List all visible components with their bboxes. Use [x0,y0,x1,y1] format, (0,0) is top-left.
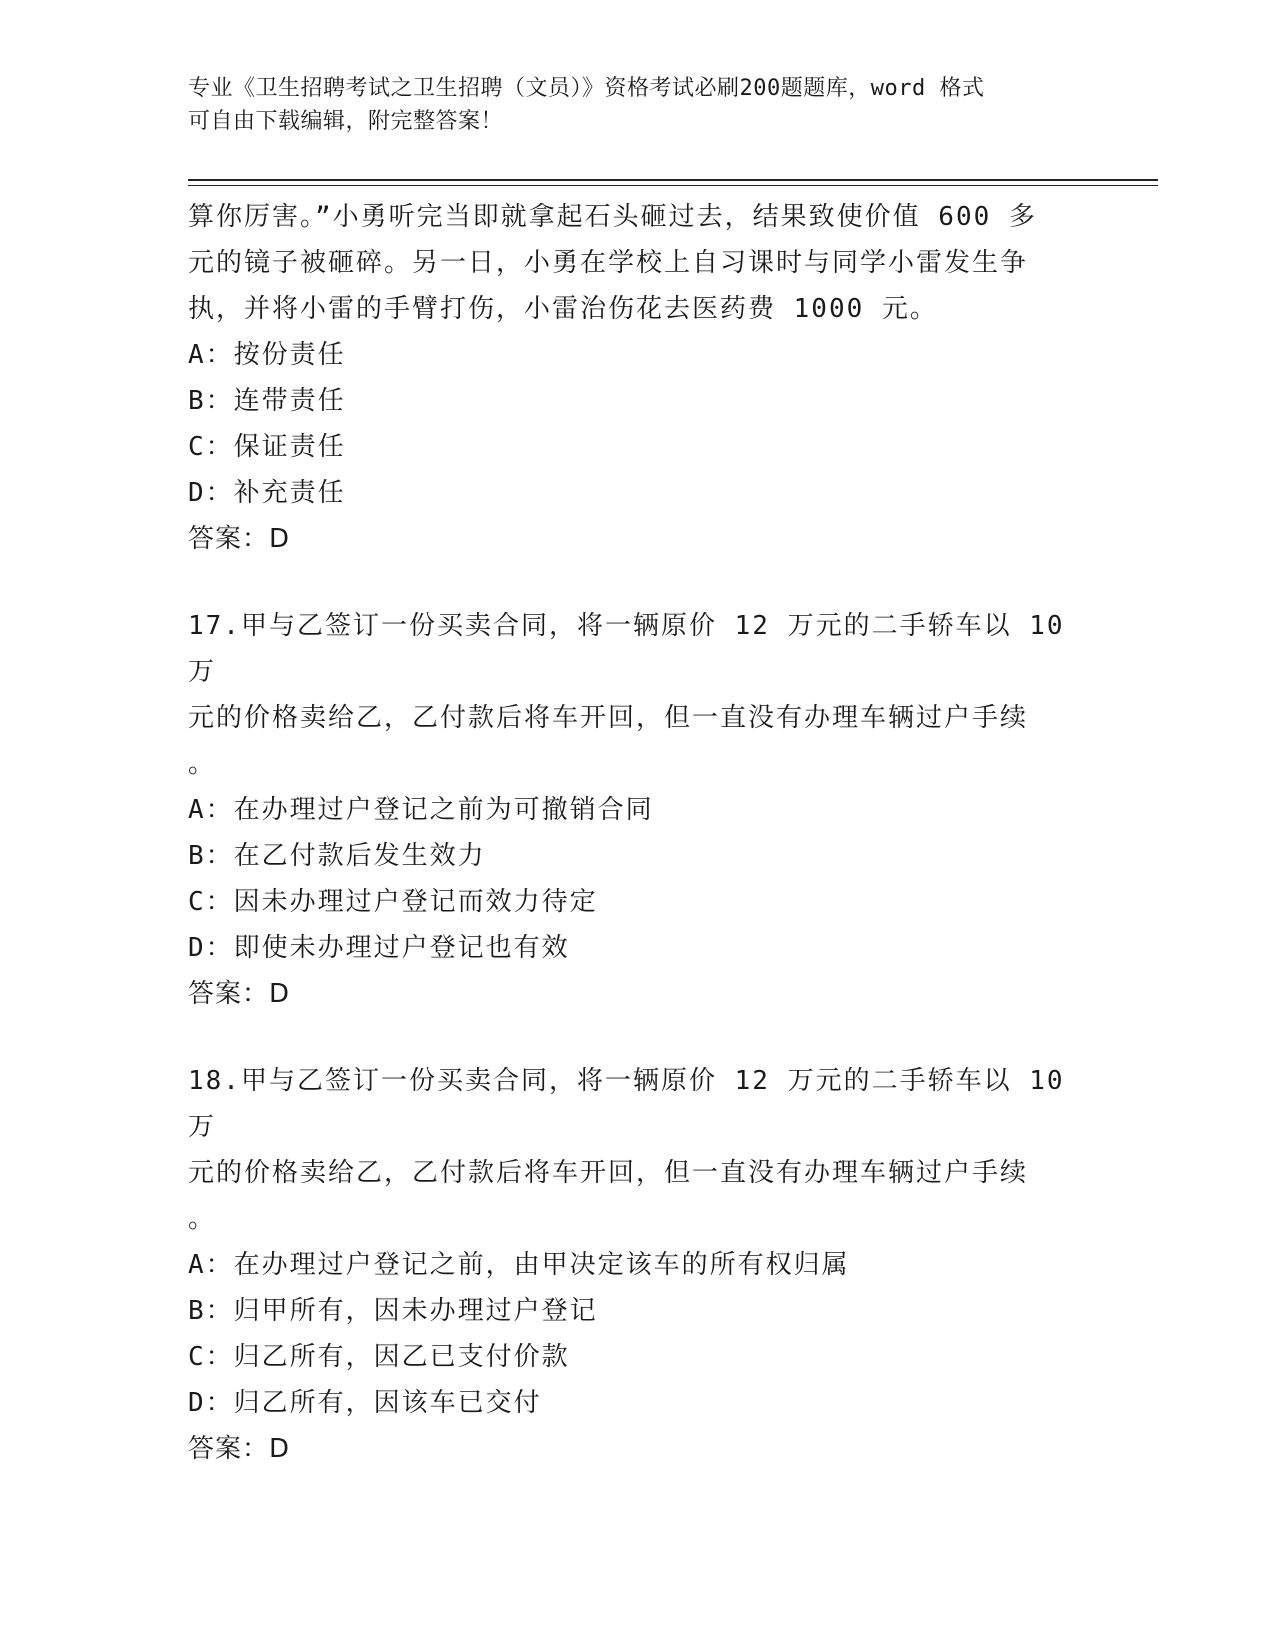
option-a: A：在办理过户登记之前为可撤销合同 [188,795,654,825]
header-line-2: 可自由下载编辑，附完整答案！ [188,109,504,134]
spacer [188,1017,1088,1058]
option-c: C：因未办理过户登记而效力待定 [188,887,598,917]
question-text-line: 18.甲与乙签订一份买卖合同，将一辆原价 12 万元的二手轿车以 10 万 [188,1066,1065,1142]
header-line-1: 专业《卫生招聘考试之卫生招聘（文员）》资格考试必刷200题题库，word 格式 [188,76,985,101]
question-text-line: 17.甲与乙签订一份买卖合同，将一辆原价 12 万元的二手轿车以 10 万 [188,611,1065,687]
question-text-line: 。 [188,1204,217,1234]
header-divider-thick [188,179,1158,181]
answer-label: 答案：D [188,524,291,554]
option-d: D：归乙所有，因该车已交付 [188,1388,542,1418]
question-text-line: 元的价格卖给乙，乙付款后将车开回，但一直没有办理车辆过户手续 [188,703,1029,733]
answer-label: 答案：D [188,979,291,1009]
option-d: D：即使未办理过户登记也有效 [188,933,570,963]
question-text-line: 元的价格卖给乙，乙付款后将车开回，但一直没有办理车辆过户手续 [188,1158,1029,1188]
option-d: D：补充责任 [188,478,346,508]
page-header [188,72,1068,138]
option-b: B：连带责任 [188,386,346,416]
document-body [188,194,1088,1472]
question-text-line: 元的镜子被砸碎。另一日，小勇在学校上自习课时与同学小雷发生争 [188,248,1029,278]
question-17 [188,603,1088,1017]
option-c: C：归乙所有，因乙已支付价款 [188,1342,570,1372]
spacer [188,562,1088,603]
option-a: A：在办理过户登记之前，由甲决定该车的所有权归属 [188,1250,850,1280]
question-continuation [188,194,1088,562]
option-c: C：保证责任 [188,432,346,462]
question-text-line: 算你厉害。”小勇听完当即就拿起石头砸过去，结果致使价值 600 多 [188,202,1037,232]
question-text-line: 。 [188,749,217,779]
question-text-line: 执，并将小雷的手臂打伤，小雷治伤花去医药费 1000 元。 [188,294,938,324]
option-b: B：在乙付款后发生效力 [188,841,486,871]
answer-label: 答案：D [188,1434,291,1464]
question-18 [188,1058,1088,1472]
option-a: A：按份责任 [188,340,346,370]
option-b: B：归甲所有，因未办理过户登记 [188,1296,598,1326]
header-divider-thin [188,185,1158,186]
